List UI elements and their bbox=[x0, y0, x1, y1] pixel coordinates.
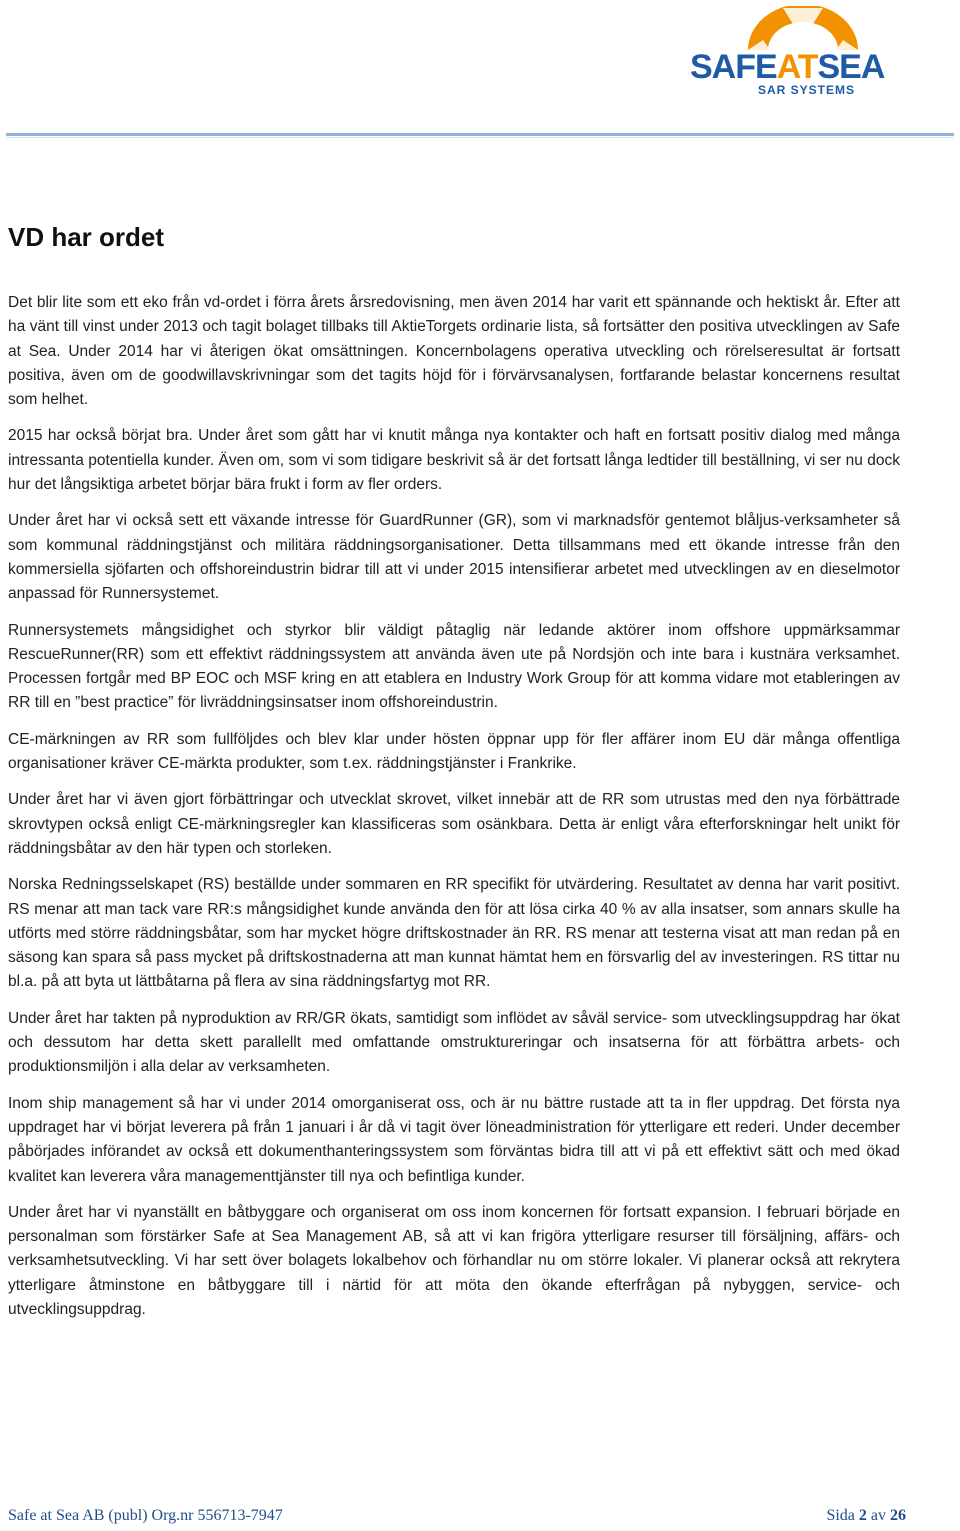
page-title: VD har ordet bbox=[8, 222, 165, 252]
page-current: 2 bbox=[858, 1507, 867, 1524]
page-footer bbox=[8, 1507, 906, 1529]
page-label: Sida bbox=[826, 1507, 855, 1524]
paragraph: Inom ship management så har vi under 2014 omorganiserat oss, och är nu bättre rustade att ta in fler uppdrag. Det första nya uppdraget har vi börjat leverera på från 1 januari i år då vi tagit över löneadministration för ytterligare ett rederi. Under december påbörjades införandet av också ett dokumenthanteringssystem som förväntas bidra till att vi på ett effektivt sätt och med ökad kvalitet kan leverera våra managementtjänster till nya och befintliga kunder. bbox=[8, 1094, 900, 1185]
paragraph: Under året har vi också sett ett växande intresse för GuardRunner (GR), som vi marknadsför gentemot blåljus-verksamheter så som kommunal räddningstjänst och militära räddningsorganisationer. Detta tillsammans med ett ökande intresse från den kommersiella sjöfarten och offshoreindustrin bidrar till att vi under 2015 intensifierar arbetet med utvecklingen av en dieselmotor anpassad för Runnersystemet. bbox=[8, 512, 900, 603]
logo-tagline: SAR SYSTEMS bbox=[758, 83, 856, 97]
company-logo bbox=[688, 6, 908, 98]
paragraph: Under året har vi nyanställt en båtbyggare och organiserat om oss inom koncernen för fortsatt expansion. I februari började en personalman som förstärker Safe at Sea Management AB, så att vi kan frigöra ytterligare resurser till försäljning, affärs- och verksamhetsutveckling. Vi har sett över bolagets lokalbehov och förhandlar nu om större lokaler. Vi planerar också att rekrytera ytterligare åtminstone en båtbyggare till i närtid för att möta den ökande efterfrågan på nybyggen, service- och utvecklingsuppdrag. bbox=[8, 1203, 900, 1318]
logo-word-safe: SAFE bbox=[690, 48, 777, 86]
footer-company: Safe at Sea AB (publ) Org.nr 556713-7947 bbox=[8, 1507, 283, 1524]
logo-word-at: AT bbox=[776, 48, 818, 86]
paragraph: Norska Redningsselskapet (RS) beställde under sommaren en RR specifikt för utvärdering. Resultatet av denna har varit positivt. RS menar att man tack vare RR:s mångsidighet kunde använda den för att lösa cirka 40 % av alla insatser, som annars skulle ha utförts med större räddningsbåtar, som har mycket högre driftskostnader än RR. RS menar att testerna visat att man redan på en säsong kan spara så pass mycket på driftskostnaderna att man kunnat hämtat hem en försvarlig del av investeringen. RS tittar nu bl.a. på att byta ut lättbåtarna på flera av sina räddningsfartyg mot RR. bbox=[8, 876, 900, 991]
svg-text:SAFEATSEA bbox=[690, 48, 885, 86]
paragraph: CE-märkningen av RR som fullföljdes och blev klar under hösten öppnar upp för fler affärer inom EU där många offentliga organisationer kräver CE-märkta produkter, som t.ex. räddningstjänster i Frankrike. bbox=[8, 730, 900, 773]
paragraph: 2015 har också börjat bra. Under året som gått har vi knutit många nya kontakter och haft en fortsatt positiv dialog med många intressanta potentiella kunder. Även om, som vi som tidigare beskrivit så är det fortsatt långa ledtider till beställning, vi ser nu dock hur det långsiktiga arbetet börjar bära frukt i form av fler orders. bbox=[8, 427, 900, 494]
paragraph: Under året har vi även gjort förbättringar och utvecklat skrovet, vilket innebär att de RR som utrustas med den nya förbättrade skrovtypen också enligt CE-märkningsregler kan klassificeras som osänkbara. Detta är enligt våra efterforskningar helt unikt för räddningsbåtar av den här typen och storleken. bbox=[8, 791, 900, 857]
paragraph: Det blir lite som ett eko från vd-ordet i förra årets årsredovisning, men även 2014 har varit ett spännande och hektiskt år. Efter att ha vänt till vinst under 2013 och tagit bolaget tillbaks till AktieTorgets ordinarie lista, så fortsätter den positiva utvecklingen av Safe at Sea. Under 2014 har vi återigen ökat omsättningen. Koncernbolagens operativa utveckling och rörelseresultat är fortsatt positiva, även om de goodwillavskrivningar som det tagits höjd för i förvärvsanalysen, fortfarande belastar koncernens resultat som helhet. bbox=[8, 294, 900, 409]
page-number bbox=[826, 1507, 906, 1525]
lifebuoy-icon bbox=[748, 6, 858, 50]
paragraph: Runnersystemets mångsidighet och styrkor blir väldigt påtaglig när ledande aktörer inom offshore uppmärksammar RescueRunner(RR) som ett effektivt räddningssystem att använda även ute på Nordsjön och inte bara i kustnära verksamhet. Processen fortgår med BP EOC och MSF kring en att etablera en Industry Work Group för att komma vidare mot etableringen av RR till en ”best practice” för livräddningsinsatser inom offshoreindustrin. bbox=[8, 621, 900, 712]
logo-word-sea: SEA bbox=[817, 48, 885, 86]
page-total: 26 bbox=[890, 1507, 906, 1524]
document-body bbox=[8, 291, 900, 1334]
header-divider-shadow bbox=[6, 137, 954, 138]
paragraph: Under året har takten på nyproduktion av RR/GR ökats, samtidigt som inflödet av såväl service- som utvecklingsuppdrag har ökat och dessutom har detta skett parallellt med omfattande omstruktureringar och insatserna för att förbättra arbets- och produktionsmiljön i alla delar av verksamheten. bbox=[8, 1009, 900, 1076]
lifebuoy-logo-graphic bbox=[688, 6, 908, 98]
header-divider bbox=[6, 133, 954, 136]
page-of-label: av bbox=[870, 1507, 886, 1524]
